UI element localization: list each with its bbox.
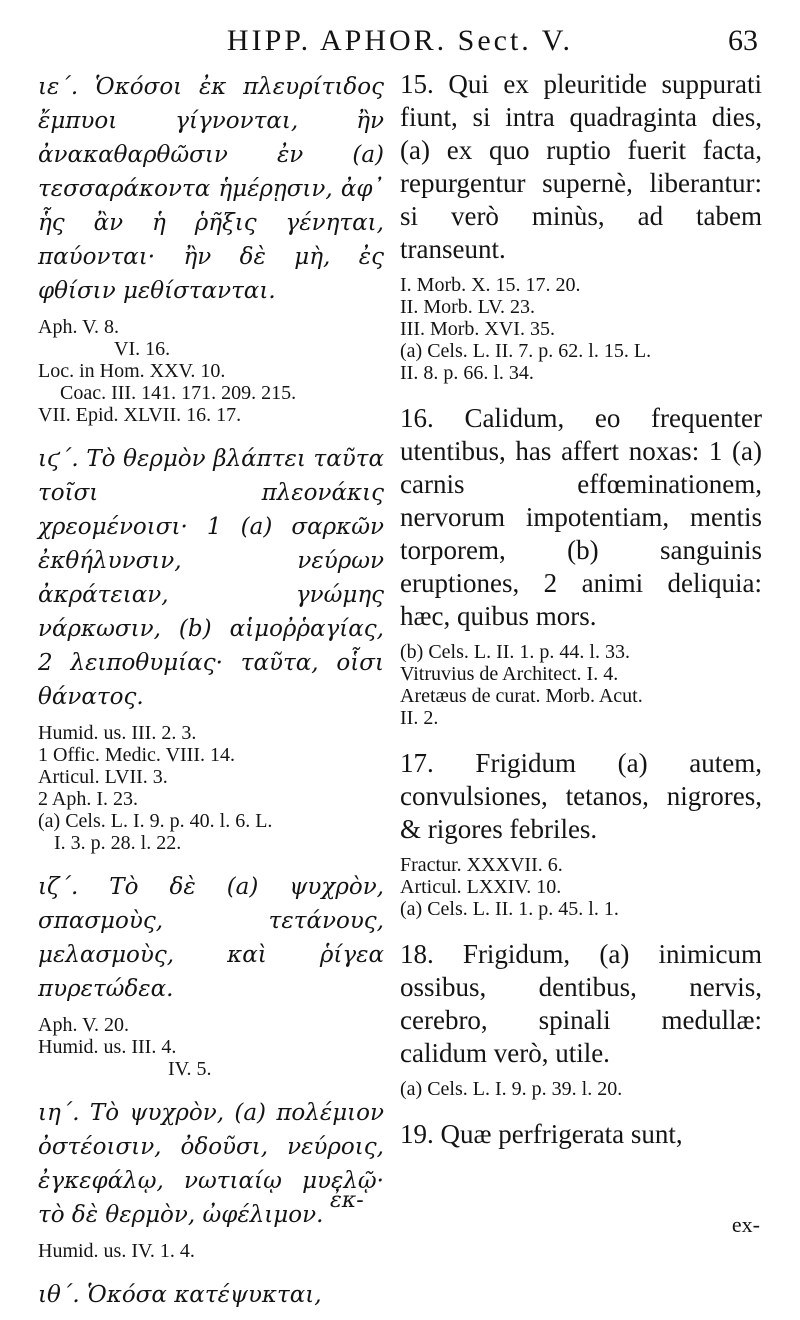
page-number: 63 [728, 24, 758, 57]
greek-refs-17 [38, 1014, 384, 1080]
latin-refs-16 [400, 641, 762, 729]
ref-line: Aph. V. 20. [38, 1014, 129, 1036]
ref-line: Vitruvius de Architect. I. 4. [400, 663, 619, 685]
ref-line: Articul. LVII. 3. [38, 766, 168, 788]
ref-line: (a) Cels. L. II. 7. p. 62. l. 15. L. [400, 340, 652, 362]
ref-line: 2 Aph. I. 23. [38, 788, 138, 810]
ref-line: VII. Epid. XLVII. 16. 17. [38, 404, 242, 426]
greek-refs-16 [38, 722, 384, 854]
ref-line: Articul. LXXIV. 10. [400, 876, 562, 898]
latin-aphorism-18: 18. Frigidum, (a) inimicum ossibus, dentibus, nervis, cerebro, spinali medullæ: calidum verò, utile. [400, 939, 762, 1068]
ref-line: (a) Cels. L. II. 1. p. 45. l. 1. [400, 898, 619, 920]
greek-catchword: ἐκ- [330, 1188, 364, 1213]
latin-aphorism-19: 19. Quæ perfrigerata sunt, [400, 1119, 683, 1149]
ref-line: Fractur. XXXVII. 6. [400, 854, 563, 876]
greek-aphorism-15: ιε΄. Ὁκόσοι ἐκ πλευρίτιδος ἔμπυοι γίγνονται, ἢν ἀνακαθαρθῶσιν ἐν (a) τεσσαράκοντα ἡμέρῃσιν, ἀφ᾽ ἧς ἂν ἡ ῥῆξις γένηται, παύονται· ἢν δὲ μὴ, ἐς φθίσιν μεθίστανται. [38, 74, 384, 304]
latin-aphorism-16: 16. Calidum, eo frequenter utentibus, has affert noxas: 1 (a) carnis effœminationem, nervorum impotentiam, mentis torporem, (b) sanguinis eruptiones, 2 animi deliquia: hæc, quibus mors. [400, 403, 762, 631]
ref-line: VI. 16. [114, 338, 171, 360]
ref-line: Aretæus de curat. Morb. Acut. [400, 685, 643, 707]
latin-refs-15 [400, 274, 762, 384]
ref-line: I. Morb. X. 15. 17. 20. [400, 274, 581, 296]
latin-aphorism-17: 17. Frigidum (a) autem, convulsiones, tetanos, nigrores, & rigores febriles. [400, 748, 762, 844]
latin-column [400, 64, 762, 1159]
running-title: HIPP. APHOR. Sect. V. [226, 24, 574, 57]
greek-refs-18 [38, 1240, 384, 1262]
greek-aphorism-18: ιη΄. Τὸ ψυχρὸν, (a) πολέμιον ὀστέοισιν, ὀδοῦσι, νεύροις, ἐγκεφάλῳ, νωτιαίῳ μυελῷ· τὸ δὲ θερμὸν, ὠφέλιμον. [38, 1100, 384, 1228]
ref-line: II. 8. p. 66. l. 34. [400, 362, 534, 384]
ref-line: III. Morb. XVI. 35. [400, 318, 555, 340]
greek-aphorism-16: ιϛ΄. Τὸ θερμὸν βλάπτει ταῦτα τοῖσι πλεονάκις χρεομένοισι· 1 (a) σαρκῶν ἐκθήλυνσιν, νεύρων ἀκράτειαν, γνώμης νάρκωσιν, (b) αἱμοῤῥαγίας, 2 λειποθυμίας· ταῦτα, οἷσι θάνατος. [38, 446, 384, 710]
ref-line: II. Morb. LV. 23. [400, 296, 536, 318]
greek-aphorism-17: ιζ΄. Τὸ δὲ (a) ψυχρὸν, σπασμοὺς, τετάνους, μελασμοὺς, καὶ ῥίγεα πυρετώδεα. [38, 874, 384, 1002]
ref-line: I. 3. p. 28. l. 22. [54, 832, 182, 854]
latin-refs-18 [400, 1078, 762, 1100]
greek-refs-15 [38, 316, 384, 426]
ref-line: (a) Cels. L. I. 9. p. 39. l. 20. [400, 1078, 623, 1100]
ref-line: Loc. in Hom. XXV. 10. [38, 360, 226, 382]
ref-line: Aph. V. 8. [38, 316, 119, 338]
latin-catchword: ex- [731, 1212, 760, 1237]
ref-line: Humid. us. III. 4. [38, 1036, 177, 1058]
latin-refs-17 [400, 854, 762, 920]
running-head [0, 18, 800, 64]
ref-line: Humid. us. IV. 1. 4. [38, 1240, 195, 1262]
greek-aphorism-19: ιθ΄. Ὁκόσα κατέψυκται, [38, 1282, 322, 1308]
ref-line: Coac. III. 141. 171. 209. 215. [60, 382, 297, 404]
ref-line: (b) Cels. L. II. 1. p. 44. l. 33. [400, 641, 630, 663]
ref-line: II. 2. [400, 707, 439, 729]
ref-line: 1 Offic. Medic. VIII. 14. [38, 744, 235, 766]
ref-line: (a) Cels. L. I. 9. p. 40. l. 6. L. [38, 810, 273, 832]
ref-line: IV. 5. [168, 1058, 212, 1080]
greek-column [38, 64, 384, 1320]
latin-aphorism-15: 15. Qui ex pleuritide suppurati fiunt, si intra quadraginta dies, (a) ex quo ruptio fuerit facta, repurgentur supernè, liberantur: si verò minùs, ad tabem transeunt. [400, 69, 762, 264]
ref-line: Humid. us. III. 2. 3. [38, 722, 197, 744]
